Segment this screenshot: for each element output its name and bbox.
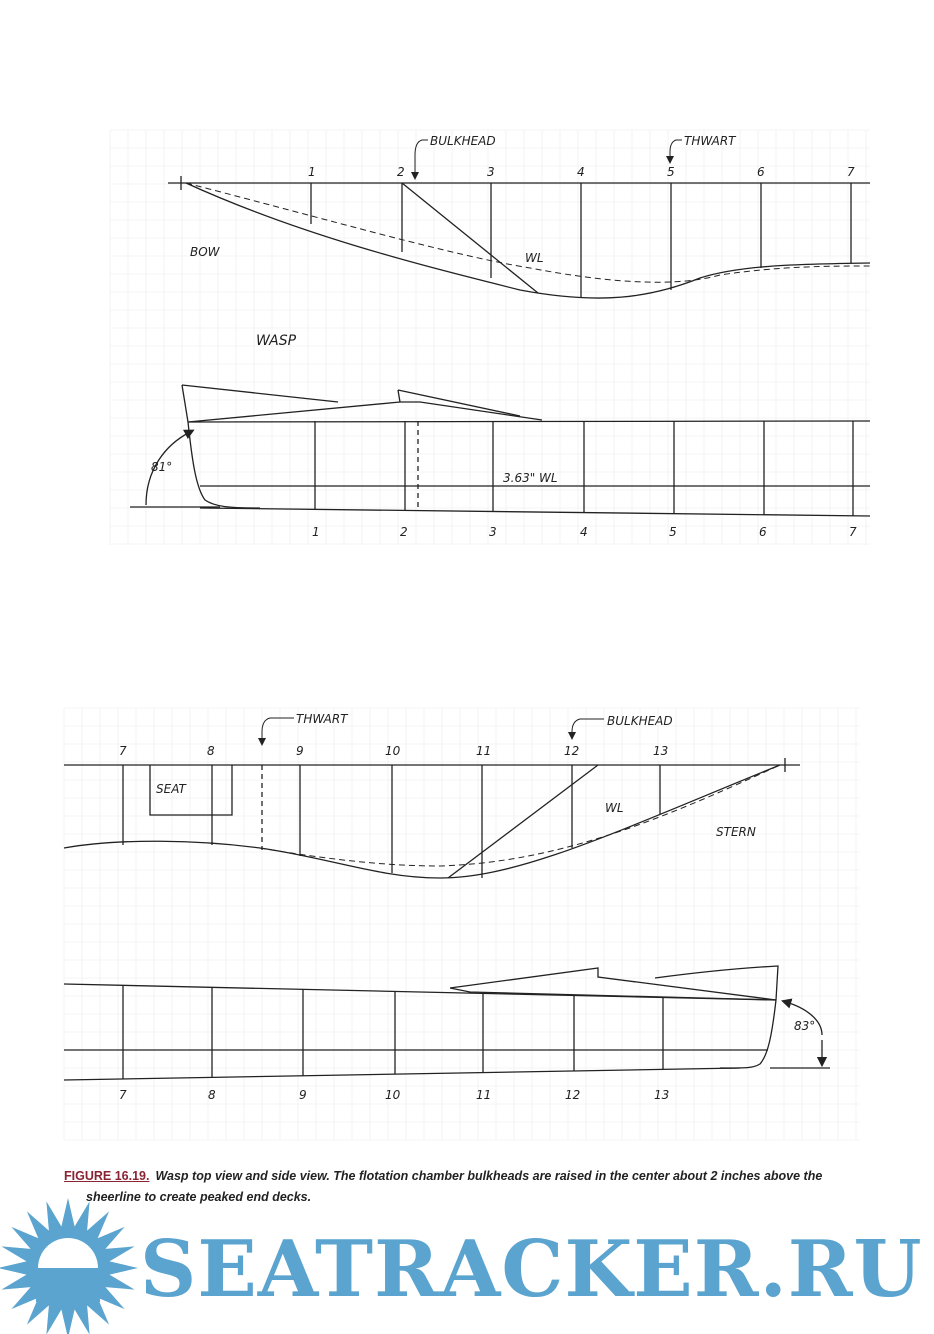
caption-line-2: sheerline to create peaked end decks.	[86, 1190, 312, 1204]
top-view-bow-half	[168, 176, 870, 298]
station-label: 9	[296, 744, 304, 758]
bulkhead-callout: BULKHEAD	[607, 714, 673, 728]
watermark-text: SEATRACKER.RU	[140, 1224, 923, 1315]
bulkhead-callout: BULKHEAD	[430, 134, 496, 148]
station-label: 3	[487, 165, 495, 179]
station-label: 7	[119, 744, 127, 758]
station-label: 7	[847, 165, 855, 179]
bow-label: BOW	[190, 245, 220, 259]
graph-paper-lower	[64, 708, 860, 1140]
station-label: 13	[654, 1088, 670, 1102]
station-label: 12	[564, 744, 580, 758]
station-label: 4	[580, 525, 588, 539]
waterline-label: WL	[605, 801, 624, 815]
station-label: 3	[489, 525, 497, 539]
station-label: 8	[207, 744, 215, 758]
sun-horizon	[36, 1268, 100, 1302]
caption-line-1: Wasp top view and side view. The flotation chamber bulkheads are raised in the center about 2 inches above the	[155, 1169, 823, 1183]
station-label: 2	[400, 525, 408, 539]
side-view-stern-labels	[119, 1019, 815, 1102]
waterline-label: WL	[525, 251, 544, 265]
boat-name-label: WASP	[256, 333, 297, 349]
thwart-callout: THWART	[684, 134, 736, 148]
seat-label: SEAT	[156, 782, 186, 796]
station-label: 13	[653, 744, 669, 758]
station-label: 10	[385, 1088, 401, 1102]
side-view-bow-half	[130, 385, 870, 516]
station-label: 11	[476, 1088, 492, 1102]
station-label: 7	[119, 1088, 127, 1102]
station-label: 2	[397, 165, 405, 179]
figure-number: FIGURE 16.19.	[64, 1169, 150, 1183]
station-label: 6	[759, 525, 767, 539]
station-label: 1	[312, 525, 320, 539]
station-label: 6	[757, 165, 765, 179]
station-label: 9	[299, 1088, 307, 1102]
station-label: 1	[308, 165, 316, 179]
station-label: 12	[565, 1088, 581, 1102]
top-view-stern-half	[64, 758, 800, 878]
angle-label: 83°	[794, 1019, 816, 1033]
station-label: 8	[208, 1088, 216, 1102]
angle-label: 81°	[151, 460, 173, 474]
graph-paper-upper	[110, 130, 870, 545]
thwart-callout: THWART	[296, 712, 348, 726]
side-view-stern-half	[64, 966, 830, 1080]
station-label: 5	[669, 525, 677, 539]
station-label: 4	[577, 165, 585, 179]
stern-label: STERN	[716, 825, 756, 839]
waterline-height-label: 3.63" WL	[503, 471, 558, 485]
sun-logo-icon	[0, 1198, 138, 1334]
station-label: 7	[849, 525, 857, 539]
station-label: 5	[667, 165, 675, 179]
station-label: 11	[476, 744, 492, 758]
figure-caption	[64, 1166, 874, 1208]
station-label: 10	[385, 744, 401, 758]
